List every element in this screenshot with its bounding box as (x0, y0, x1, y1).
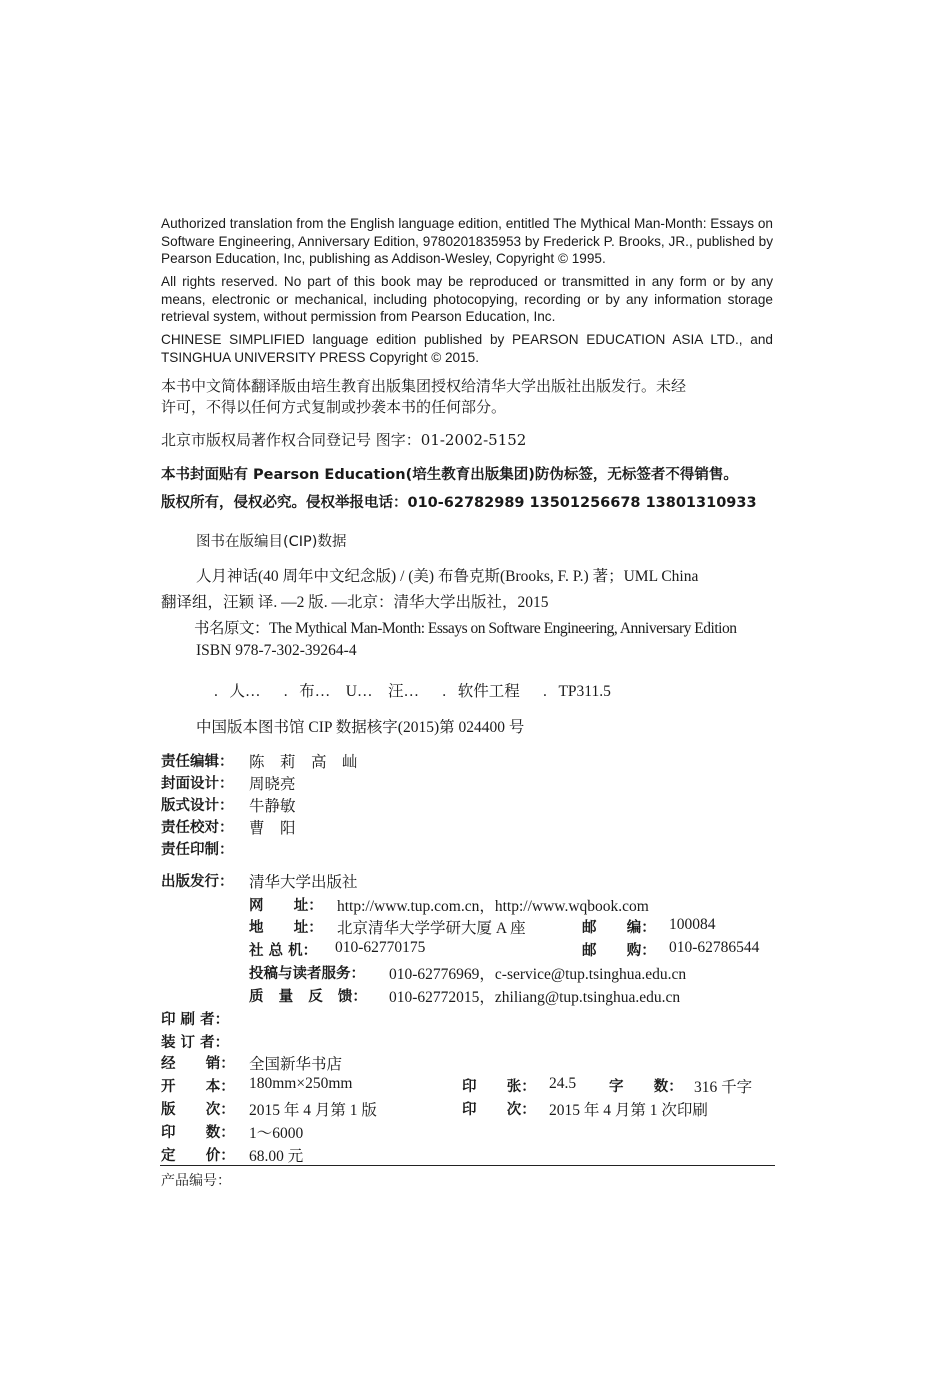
proofreader-value: 曹 阳 (249, 820, 296, 837)
website-label: 网 址： (249, 898, 323, 914)
editor-value: 陈 莉 高 屾 (249, 754, 358, 771)
proofreader-label: 责任校对： (161, 820, 234, 836)
print-run-value: 1～6000 (249, 1125, 304, 1142)
format-label: 开 本： (161, 1079, 235, 1095)
impression-label: 印 次： (462, 1102, 536, 1118)
print-run-label: 印 数： (161, 1125, 235, 1141)
address-value: 北京清华大学学研大厦 A 座 (337, 920, 526, 937)
product-number-label: 产品编号： (161, 1173, 231, 1189)
sheets-value: 24.5 (549, 1075, 577, 1092)
piracy-hotline: 版权所有，侵权必究。侵权举报电话：010-62782989 13501256678 13801310933 (161, 495, 757, 511)
registration-number: 北京市版权局著作权合同登记号 图字：01-2002-5152 (161, 431, 527, 449)
quality-feedback-label: 质 量 反 馈： (249, 989, 367, 1005)
copyright-en-p2: All rights reserved. No part of this book may be reproduced or transmitted in any form or by any means, electronic or mechanical, including photocopying, recording or by any information storage retrieval system, without permission from Pearson Education, Inc. (161, 274, 773, 324)
binder-label: 装 订 者： (161, 1035, 230, 1051)
cip-number: 中国版本图书馆 CIP 数据核字(2015)第 024400 号 (196, 719, 525, 736)
quality-feedback-value: 010-62772015，zhiliang@tup.tsinghua.edu.cn (389, 989, 681, 1006)
address-label: 地 址： (249, 920, 323, 936)
mail-order-value: 010-62786544 (669, 939, 760, 956)
postal-code-label: 邮 编： (582, 920, 656, 936)
switchboard-label: 社 总 机： (249, 943, 318, 959)
print-supervisor-label: 责任印制： (161, 842, 234, 858)
format-value: 180mm×250mm (249, 1075, 353, 1092)
sheets-label: 印 张： (462, 1079, 536, 1095)
copyright-en-p3: CHINESE SIMPLIFIED language edition published by PEARSON EDUCATION ASIA LTD., and TSINGHUA UNIVERSITY PRESS Copyright © 2015. (161, 332, 773, 365)
price-value: 68.00 元 (249, 1148, 304, 1165)
word-count-value: 316 千字 (694, 1079, 753, 1096)
price-label: 定 价： (161, 1148, 235, 1164)
editor-label: 责任编辑： (161, 754, 234, 770)
copyright-cn-line2: 许可，不得以任何方式复制或抄袭本书的任何部分。 (161, 398, 507, 416)
reader-service-value: 010-62776969，c-service@tup.tsinghua.edu.cn (389, 966, 687, 983)
cip-classification: . 人… . 布… U… 汪… . 软件工程 . TP311.5 (214, 683, 611, 700)
cip-heading: 图书在版编目(CIP)数据 (196, 534, 347, 550)
edition-label: 版 次： (161, 1102, 235, 1118)
copyright-cn-line1: 本书中文简体翻译版由培生教育出版集团授权给清华大学出版社出版发行。未经 (161, 377, 687, 395)
publisher-name: 清华大学出版社 (249, 874, 358, 891)
layout-design-value: 牛静敏 (249, 798, 296, 815)
copyright-en-p1: Authorized translation from the English language edition, entitled The Mythical Man-Month: Essays on Software Engineering, Anniversary Edition, 9780201835953 by Frederick P. Brooks, JR., published by Pearson Education, Inc, publishing as Addison-Wesley, Copyright © 1995. (161, 216, 773, 266)
edition-value: 2015 年 4 月第 1 版 (249, 1102, 377, 1119)
postal-code-value: 100084 (669, 916, 716, 933)
distributor-label: 经 销： (161, 1056, 235, 1072)
cip-line2: 翻译组，汪颖 译. —2 版. —北京：清华大学出版社，2015 (161, 594, 549, 611)
divider (160, 1165, 775, 1166)
website-value[interactable]: http://www.tup.com.cn，http://www.wqbook.com (337, 898, 649, 915)
cip-isbn: ISBN 978-7-302-39264-4 (196, 642, 357, 659)
mail-order-label: 邮 购： (582, 943, 656, 959)
layout-design-label: 版式设计： (161, 798, 234, 814)
reader-service-label: 投稿与读者服务： (249, 966, 365, 982)
impression-value: 2015 年 4 月第 1 次印刷 (549, 1102, 708, 1119)
cip-line1: 人月神话(40 周年中文纪念版) / (美) 布鲁克斯(Brooks, F. P.) 著；UML China (196, 568, 699, 585)
distributor-value: 全国新华书店 (249, 1056, 343, 1073)
cip-original-title: 书名原文：The Mythical Man-Month: Essays on Software Engineering, Anniversary Edition (194, 620, 737, 637)
printer-label: 印 刷 者： (161, 1012, 230, 1028)
publisher-label: 出版发行： (161, 874, 234, 890)
word-count-label: 字 数： (609, 1079, 683, 1095)
cover-design-label: 封面设计： (161, 776, 234, 792)
anti-counterfeit-notice: 本书封面贴有 Pearson Education(培生教育出版集团)防伪标签，无标签者不得销售。 (161, 467, 738, 483)
switchboard-value: 010-62770175 (335, 939, 426, 956)
cover-design-value: 周晓亮 (249, 776, 296, 793)
